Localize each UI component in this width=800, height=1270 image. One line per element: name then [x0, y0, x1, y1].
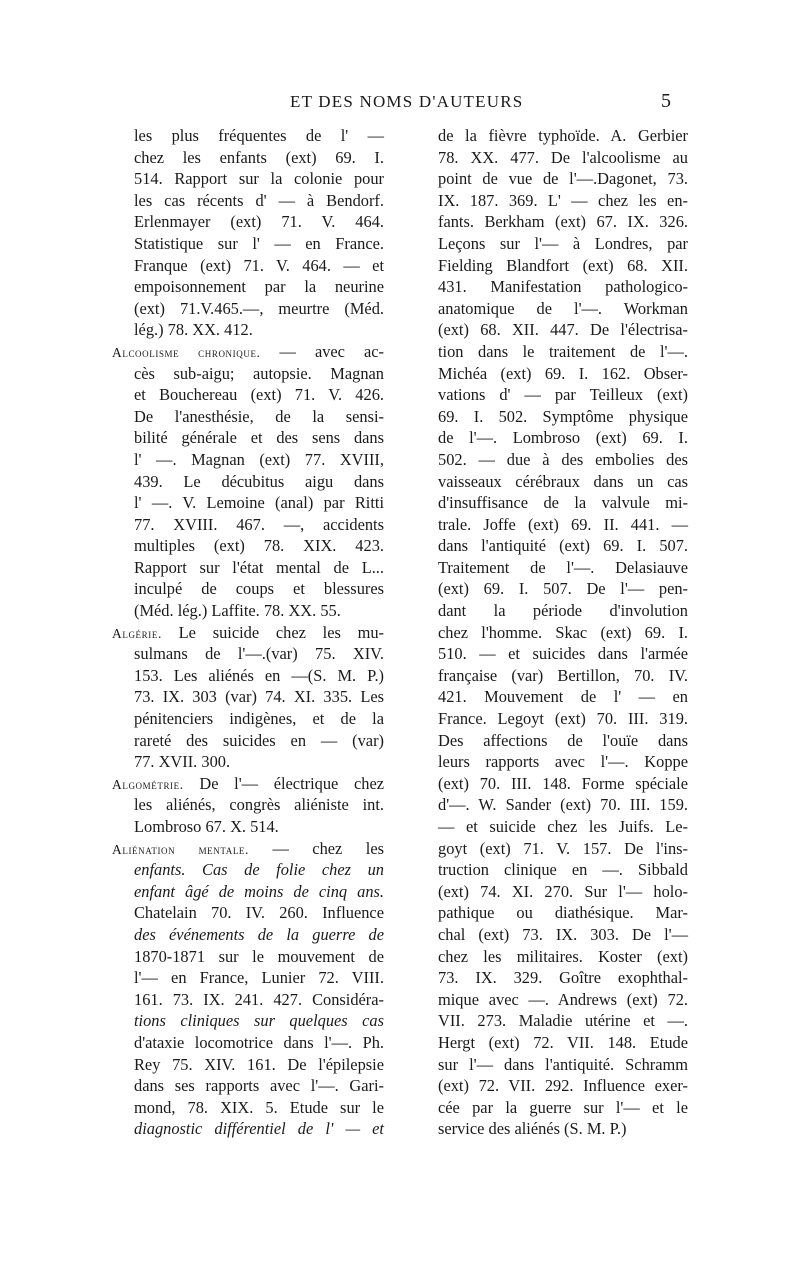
entry-text: diagnostic différentiel de l' — et [134, 1119, 384, 1139]
entry-text: l' —. V. Lemoine (anal) par Ritti [134, 493, 384, 513]
entry-text: pathique ou diathésique. Mar- [438, 903, 688, 923]
text-line [122, 730, 384, 752]
text-line [122, 147, 384, 169]
text-line [426, 211, 688, 233]
text-line [122, 211, 384, 233]
text-line [426, 946, 688, 968]
entry-heading: Algérie. [112, 625, 162, 641]
text-line [426, 147, 688, 169]
entry-text: pénitenciers indigènes, et de la [134, 709, 384, 729]
entry-text: anatomique de l'—. Workman [438, 298, 688, 318]
left-column [112, 125, 384, 1140]
text-line [122, 902, 384, 924]
entry-text: enfants. Cas de folie chez un [134, 860, 384, 880]
entry-text: d'—. W. Sander (ext) 70. III. 159. [438, 795, 688, 815]
entry-text: cée par la guerre sur l'— et le [438, 1097, 688, 1117]
entry-text: 1870-1871 sur le mouvement de [134, 946, 384, 966]
entry-text: inculpé de coups et blessures [134, 579, 384, 599]
text-line [122, 643, 384, 665]
entry-text: (Méd. lég.) Laffite. 78. XX. 55. [134, 601, 341, 621]
entry-text: dant la période d'involution [438, 601, 688, 621]
text-line [122, 665, 384, 687]
text-line [112, 622, 384, 644]
entry-text: de l'—. Lombroso (ext) 69. I. [438, 428, 688, 448]
entry-text: (ext) 74. XI. 270. Sur l'— holo- [438, 881, 688, 901]
entry-text: d'insuffisance de la valvule mi- [438, 493, 688, 513]
entry-text: VII. 273. Maladie utérine et —. [438, 1011, 688, 1031]
text-line [122, 1032, 384, 1054]
text-line [426, 255, 688, 277]
entry-text: sulmans de l'—.(var) 75. XIV. [134, 644, 384, 664]
running-head [0, 92, 800, 118]
text-line [122, 427, 384, 449]
entry-text: Franque (ext) 71. V. 464. — et [134, 255, 384, 275]
entry-text: Erlenmayer (ext) 71. V. 464. [134, 212, 384, 232]
entry-text: des événements de la guerre de [134, 924, 384, 944]
text-line [426, 1054, 688, 1076]
entry-heading: Aliénation mentale. [112, 841, 250, 857]
text-line [426, 708, 688, 730]
text-line [122, 578, 384, 600]
text-line [122, 514, 384, 536]
page-number: 5 [661, 90, 671, 112]
text-line [426, 816, 688, 838]
text-line [426, 557, 688, 579]
text-line [426, 406, 688, 428]
text-line [426, 578, 688, 600]
text-line [426, 902, 688, 924]
text-line [112, 773, 384, 795]
entry-text: Chatelain 70. IV. 260. Influence [134, 903, 384, 923]
text-line [122, 816, 384, 838]
entry-text: chal (ext) 73. IX. 303. De l'— [438, 924, 688, 944]
entry-text: leurs rapports avec l'—. Koppe [438, 752, 688, 772]
entry-text: sur l'— dans l'antiquité. Schramm [438, 1054, 688, 1074]
text-line [426, 341, 688, 363]
entry-text: 510. — et suicides dans l'armée [438, 644, 688, 664]
entry-text: Hergt (ext) 72. VII. 148. Etude [438, 1032, 688, 1052]
entry-text: Lombroso 67. X. 514. [134, 817, 279, 836]
text-line [426, 622, 688, 644]
entry-text: et Bouchereau (ext) 71. V. 426. [134, 385, 384, 405]
entry-text: — et suicide chez les Juifs. Le- [438, 817, 688, 836]
text-line [122, 406, 384, 428]
text-line [426, 384, 688, 406]
entry-text: bilité générale et des sens dans [134, 428, 384, 448]
text-line [426, 1010, 688, 1032]
entry-text: Rapport sur l'état mental de L... [134, 557, 384, 577]
entry-text: chez l'homme. Skac (ext) 69. I. [438, 622, 688, 642]
entry-text: tion dans le traitement de l'—. [438, 341, 688, 361]
text-line [122, 794, 384, 816]
text-line [426, 751, 688, 773]
text-line [122, 708, 384, 730]
text-line [122, 967, 384, 989]
entry-text: 502. — due à des embolies des [438, 449, 688, 469]
text-line [122, 492, 384, 514]
entry-text: De l'anesthésie, de la sensi- [134, 406, 384, 426]
entry-text: truction clinique en —. Sibbald [438, 860, 688, 880]
text-line [122, 298, 384, 320]
entry-text: 73. IX. 329. Goître exophthal- [438, 968, 688, 988]
entry-text: Rey 75. XIV. 161. De l'épilepsie [134, 1054, 384, 1074]
entry-text: tions cliniques sur quelques cas [134, 1011, 384, 1031]
text-line [426, 859, 688, 881]
text-line [426, 1032, 688, 1054]
text-line [122, 751, 384, 773]
entry-text: 439. Le décubitus aigu dans [134, 471, 384, 491]
text-line [426, 125, 688, 147]
text-line [426, 665, 688, 687]
entry-text: mond, 78. XIX. 5. Etude sur le [134, 1097, 384, 1117]
text-line [122, 859, 384, 881]
entry-text: (ext) 71.V.465.—, meurtre (Méd. [134, 298, 384, 318]
entry-text: dans l'antiquité (ext) 69. I. 507. [438, 536, 688, 556]
entry-text: 73. IX. 303 (var) 74. XI. 335. Les [134, 687, 384, 707]
text-line [426, 643, 688, 665]
entry-text: Le suicide chez les mu- [161, 622, 384, 642]
entry-text: point de vue de l'—.Dagonet, 73. [438, 169, 688, 189]
entry-text: dans ses rapports avec l'—. Gari- [134, 1076, 384, 1096]
text-line [426, 168, 688, 190]
text-line [426, 363, 688, 385]
text-line [122, 1054, 384, 1076]
entry-text: trale. Joffe (ext) 69. II. 441. — [438, 514, 688, 534]
entry-text: Statistique sur l' — en France. [134, 233, 384, 253]
text-line [426, 600, 688, 622]
text-line [122, 449, 384, 471]
text-line [112, 341, 384, 363]
right-column [426, 125, 688, 1140]
entry-text: 78. XX. 477. De l'alcoolisme au [438, 147, 688, 167]
entry-text: 514. Rapport sur la colonie pour [134, 169, 384, 189]
entry-text: goyt (ext) 71. V. 157. De l'ins- [438, 838, 688, 858]
entry-text: 69. I. 502. Symptôme physique [438, 406, 688, 426]
entry-text: De l'— électrique chez [183, 773, 384, 793]
text-line [426, 535, 688, 557]
entry-text: — avec ac- [260, 341, 384, 361]
text-line [112, 838, 384, 860]
text-line [122, 190, 384, 212]
entry-text: — chez les [249, 838, 384, 858]
entry-text: 161. 73. IX. 241. 427. Considéra- [134, 989, 384, 1009]
entry-text: Traitement de l'—. Delasiauve [438, 557, 688, 577]
entry-text: empoisonnement par la neurine [134, 277, 384, 297]
entry-text: rareté des suicides en — (var) [134, 730, 384, 750]
text-line [122, 1075, 384, 1097]
entry-text: mique avec —. Andrews (ext) 72. [438, 989, 688, 1009]
text-line [426, 233, 688, 255]
entry-heading: Alcoolisme chronique. [112, 344, 261, 360]
entry-text: service des aliénés (S. M. P.) [438, 1119, 627, 1139]
entry-text: les plus fréquentes de l' — [134, 126, 384, 145]
text-line [426, 276, 688, 298]
entry-text: 421. Mouvement de l' — en [438, 687, 688, 707]
entry-text: fants. Berkham (ext) 67. IX. 326. [438, 212, 688, 232]
text-line [122, 255, 384, 277]
entry-text: IX. 187. 369. L' — chez les en- [438, 190, 688, 210]
text-line [426, 319, 688, 341]
entry-text: 431. Manifestation pathologico- [438, 277, 688, 297]
entry-text: 77. XVII. 300. [134, 752, 231, 772]
text-line [426, 967, 688, 989]
entry-text: d'ataxie locomotrice dans l'—. Ph. [134, 1032, 384, 1052]
text-line [122, 686, 384, 708]
text-line [426, 190, 688, 212]
entry-text: 77. XVIII. 467. —, accidents [134, 514, 384, 534]
entry-text: Des affections de l'ouïe dans [438, 730, 688, 750]
text-line [122, 1010, 384, 1032]
text-line [122, 125, 384, 147]
text-line [426, 514, 688, 536]
text-line [122, 557, 384, 579]
text-line [426, 427, 688, 449]
text-line [122, 924, 384, 946]
entry-text: chez les enfants (ext) 69. I. [134, 147, 384, 167]
text-line [426, 492, 688, 514]
entry-text: les cas récents d' — à Bendorf. [134, 190, 384, 210]
entry-text: Michéa (ext) 69. I. 162. Obser- [438, 363, 688, 383]
entry-text: l' —. Magnan (ext) 77. XVIII, [134, 449, 384, 469]
entry-text: l'— en France, Lunier 72. VIII. [134, 968, 384, 988]
entry-text: lég.) 78. XX. 412. [134, 320, 253, 340]
text-line [426, 989, 688, 1011]
text-line [426, 471, 688, 493]
text-line [122, 535, 384, 557]
entry-text: France. Legoyt (ext) 70. III. 319. [438, 709, 688, 729]
entry-text: (ext) 70. III. 148. Forme spéciale [438, 773, 688, 793]
text-line [122, 319, 384, 341]
text-line [426, 1075, 688, 1097]
text-line [122, 276, 384, 298]
text-line [426, 449, 688, 471]
entry-text: multiples (ext) 78. XIX. 423. [134, 536, 384, 556]
text-line [122, 168, 384, 190]
text-line [122, 384, 384, 406]
text-line [426, 730, 688, 752]
entry-text: (ext) 68. XII. 447. De l'électrisa- [438, 320, 688, 340]
entry-heading: Algométrie. [112, 776, 184, 792]
text-line [122, 600, 384, 622]
text-line [426, 686, 688, 708]
entry-text: 153. Les aliénés en —(S. M. P.) [134, 665, 384, 685]
entry-text: cès sub-aigu; autopsie. Magnan [134, 363, 384, 383]
text-line [122, 989, 384, 1011]
text-line [426, 1097, 688, 1119]
text-line [426, 881, 688, 903]
entry-text: (ext) 72. VII. 292. Influence exer- [438, 1076, 688, 1096]
entry-text: de la fièvre typhoïde. A. Gerbier [438, 126, 688, 145]
text-line [426, 838, 688, 860]
entry-text: Fielding Blandfort (ext) 68. XII. [438, 255, 688, 275]
entry-text: enfant âgé de moins de cinq ans. [134, 881, 384, 901]
entry-text: vaisseaux cérébraux dans un cas [438, 471, 688, 491]
entry-text: (ext) 69. I. 507. De l'— pen- [438, 579, 688, 599]
entry-text: les aliénés, congrès aliéniste int. [134, 795, 384, 815]
text-line [426, 924, 688, 946]
running-title: ET DES NOMS D'AUTEURS [290, 92, 524, 111]
text-line [122, 233, 384, 255]
entry-text: française (var) Bertillon, 70. IV. [438, 665, 688, 685]
text-line [426, 773, 688, 795]
text-line [122, 1118, 384, 1140]
text-line [122, 1097, 384, 1119]
text-line [426, 1118, 688, 1140]
text-line [122, 946, 384, 968]
text-line [426, 298, 688, 320]
text-line [122, 471, 384, 493]
entry-text: Leçons sur l'— à Londres, par [438, 233, 688, 253]
text-line [122, 363, 384, 385]
text-line [122, 881, 384, 903]
entry-text: chez les militaires. Koster (ext) [438, 946, 688, 966]
entry-text: vations d' — par Teilleux (ext) [438, 385, 688, 405]
text-line [426, 794, 688, 816]
